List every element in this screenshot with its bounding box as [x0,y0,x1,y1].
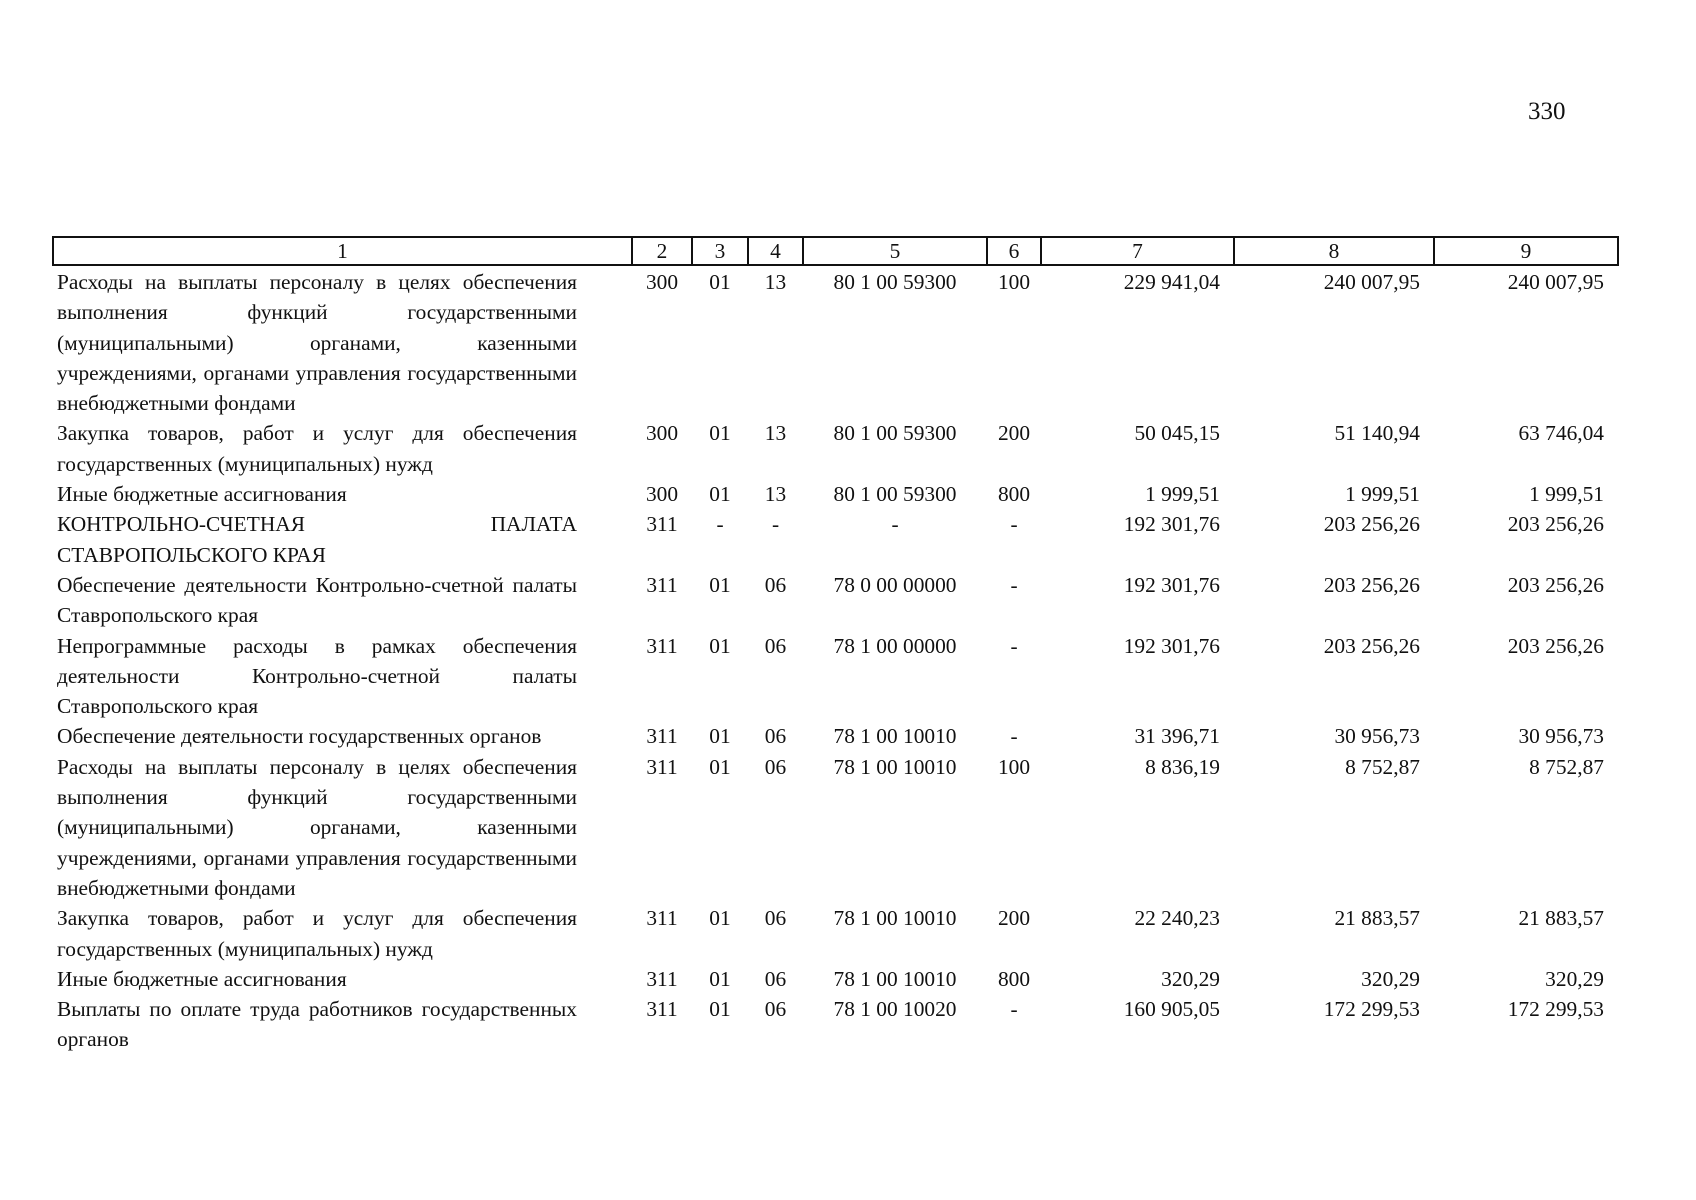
header-row [53,237,1618,265]
cell-amount-year-3: 30 956,73 [1518,724,1604,749]
cell-expense-type: 200 [997,906,1031,931]
cell-section: 01 [709,724,731,749]
column-header: 5 [803,237,987,265]
cell-amount-year-2: 203 256,26 [1323,633,1420,658]
cell-amount-year-1: 320,29 [1161,966,1220,991]
item-name-text: Расходы на выплаты персоналу в целях обеспечения выполнения функций государственными (муниципальными) органами, казенными учреждениями, органами управления государственными внебюджетными фондами [57,754,577,900]
cell-admin-code: 311 [646,512,678,537]
cell-target-article: 78 1 00 10010 [833,906,957,931]
cell-amount-year-3: 21 883,57 [1518,906,1604,931]
column-header: 8 [1234,237,1434,265]
cell-expense-type: - [1010,997,1018,1022]
cell-amount-year-2: 320,29 [1361,966,1420,991]
table-row [53,964,1618,994]
cell-amount-year-1: 192 301,76 [1123,633,1220,658]
cell-amount-year-3: 240 007,95 [1507,270,1604,294]
cell-subsection: 06 [764,633,787,658]
cell-subsection: 06 [764,724,787,749]
cell-subsection: 13 [764,270,787,294]
table-row [53,418,1618,479]
column-header: 1 [53,237,632,265]
cell-admin-code: 300 [645,421,679,446]
cell-amount-year-3: 8 752,87 [1529,754,1604,779]
cell-admin-code: 311 [646,572,678,597]
item-name-text: Закупка товаров, работ и услуг для обеспечения государственных (муниципальных) нужд [57,421,577,476]
cell-item-name [53,721,632,751]
cell-amount-year-1: 192 301,76 [1123,572,1220,597]
cell-section: 01 [709,633,731,658]
cell-target-article: 80 1 00 59300 [833,482,957,507]
cell-amount-year-2: 203 256,26 [1323,572,1420,597]
column-header: 9 [1434,237,1618,265]
table-row [53,994,1618,1055]
cell-amount-year-1: 8 836,19 [1145,754,1220,779]
item-name-text: Выплаты по оплате труда работников государственных органов [57,997,577,1052]
cell-target-article: 80 1 00 59300 [833,421,957,446]
cell-admin-code: 311 [646,906,678,931]
table-row [53,570,1618,631]
cell-item-name [53,994,632,1055]
cell-section: 01 [709,421,731,446]
cell-subsection: 06 [764,754,787,779]
cell-amount-year-2: 172 299,53 [1323,997,1420,1022]
cell-amount-year-2: 8 752,87 [1345,754,1420,779]
cell-subsection: 06 [764,966,787,991]
cell-subsection: 06 [764,997,787,1022]
cell-section: 01 [709,906,731,931]
cell-target-article: 78 1 00 00000 [833,633,957,658]
cell-expense-type: 800 [997,482,1031,507]
cell-amount-year-3: 320,29 [1545,966,1604,991]
cell-target-article: 78 1 00 10010 [833,966,957,991]
cell-expense-type: 100 [997,270,1031,294]
cell-expense-type: 800 [997,966,1031,991]
cell-amount-year-3: 172 299,53 [1507,997,1604,1022]
cell-section: 01 [709,482,731,507]
cell-target-article: 80 1 00 59300 [833,270,957,294]
cell-amount-year-3: 1 999,51 [1529,482,1604,507]
cell-admin-code: 311 [646,997,678,1022]
cell-item-name [53,964,632,994]
item-name-text: Расходы на выплаты персоналу в целях обеспечения выполнения функций государственными (муниципальными) органами, казенными учреждениями, органами управления государственными внебюджетными фондами [57,270,577,416]
cell-amount-year-3: 203 256,26 [1507,572,1604,597]
item-name-text: Обеспечение деятельности Контрольно-счетной палаты Ставропольского края [57,572,577,628]
cell-expense-type: 100 [997,754,1031,779]
item-name-text: Непрограммные расходы в рамках обеспечения деятельности Контрольно-счетной палаты Ставропольского края [57,633,577,719]
table-row [53,265,1618,418]
table-row [53,509,1618,570]
cell-target-article: 78 0 00 00000 [833,572,957,597]
cell-amount-year-3: 63 746,04 [1518,421,1604,446]
cell-admin-code: 300 [645,270,679,294]
cell-item-name [53,479,632,509]
column-header: 4 [748,237,803,265]
cell-section: 01 [709,270,731,294]
cell-expense-type: - [1010,724,1018,749]
table-body [53,265,1618,1055]
cell-section: - [716,512,724,537]
cell-amount-year-1: 160 905,05 [1123,997,1220,1022]
cell-subsection: 13 [764,421,787,446]
cell-amount-year-1: 229 941,04 [1123,270,1220,294]
item-name-text: Иные бюджетные ассигнования [57,482,347,507]
cell-target-article: 78 1 00 10010 [833,724,957,749]
cell-admin-code: 300 [645,482,679,507]
cell-section: 01 [709,997,731,1022]
item-name-text: Иные бюджетные ассигнования [57,966,347,991]
budget-table [52,236,1619,1055]
cell-item-name [53,631,632,722]
table-row [53,721,1618,751]
cell-amount-year-3: 203 256,26 [1507,512,1604,537]
cell-amount-year-1: 192 301,76 [1123,512,1220,537]
cell-amount-year-2: 203 256,26 [1323,512,1420,537]
cell-item-name [53,509,632,570]
cell-subsection: 06 [764,572,787,597]
cell-amount-year-1: 22 240,23 [1134,906,1220,931]
column-header: 6 [987,237,1041,265]
cell-item-name [53,570,632,631]
cell-amount-year-2: 1 999,51 [1345,482,1420,507]
cell-admin-code: 311 [646,966,678,991]
cell-amount-year-1: 31 396,71 [1134,724,1220,749]
cell-expense-type: - [1010,633,1018,658]
item-name-text: КОНТРОЛЬНО-СЧЕТНАЯ ПАЛАТА СТАВРОПОЛЬСКОГО КРАЯ [57,512,577,567]
cell-subsection: 13 [764,482,787,507]
column-header: 3 [692,237,748,265]
cell-target-article: - [891,512,899,537]
cell-subsection: 06 [764,906,787,931]
cell-amount-year-2: 240 007,95 [1323,270,1420,294]
cell-admin-code: 311 [646,724,678,749]
cell-admin-code: 311 [646,754,678,779]
cell-section: 01 [709,754,731,779]
cell-item-name [53,265,632,418]
cell-amount-year-2: 51 140,94 [1334,421,1420,446]
cell-target-article: 78 1 00 10010 [833,754,957,779]
cell-subsection: - [771,512,780,537]
cell-amount-year-1: 50 045,15 [1134,421,1220,446]
cell-expense-type: - [1010,572,1018,597]
cell-target-article: 78 1 00 10020 [833,997,957,1022]
table-row [53,631,1618,722]
column-header: 7 [1041,237,1234,265]
cell-amount-year-2: 21 883,57 [1334,906,1420,931]
cell-item-name [53,752,632,903]
cell-expense-type: 200 [997,421,1031,446]
cell-amount-year-3: 203 256,26 [1507,633,1604,658]
cell-item-name [53,418,632,479]
cell-amount-year-2: 30 956,73 [1334,724,1420,749]
cell-admin-code: 311 [646,633,678,658]
cell-expense-type: - [1010,512,1018,537]
table-row [53,479,1618,509]
cell-section: 01 [709,572,731,597]
page-number: 330 [1528,98,1566,125]
item-name-text: Обеспечение деятельности государственных органов [57,724,542,749]
item-name-text: Закупка товаров, работ и услуг для обеспечения государственных (муниципальных) нужд [57,906,577,961]
table-row [53,752,1618,903]
cell-item-name [53,903,632,964]
cell-section: 01 [709,966,731,991]
cell-amount-year-1: 1 999,51 [1145,482,1220,507]
table-row [53,903,1618,964]
column-header: 2 [632,237,692,265]
